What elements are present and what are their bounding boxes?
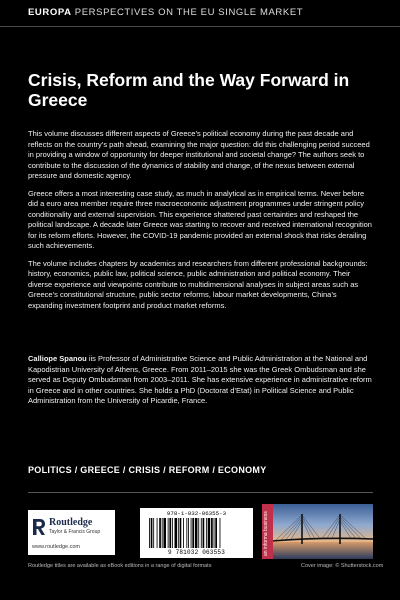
blurb-paragraph-3: The volume includes chapters by academics and researchers from different professional backgrounds: history, economics, public law, political science, public administration and political economy. Their diverse experience and viewpoints contribute to multidimensional analyses in subject areas such as Greece’s constitutional structure, public sector reforms, labour market developments, China’s expanding investment footprint and product market reforms. (28, 258, 368, 310)
publisher-group: Taylor & Francis Group (49, 529, 101, 535)
author-bio-text: iis Professor of Administrative Science and Public Administration at the National and Kapodistrian University of Athens, Greece. From 2011–2015 she was the Greek Ombudsman and she served as Deputy Ombudsman from 2003–2011. She has extensive experience in administrative reform in Greece and in other countries. She holds a PhD (Doctorat d’Etat) in Political Science and Public Administration from the University of Picardie, France. (28, 354, 372, 405)
barcode-bars (149, 518, 244, 548)
series-header (0, 0, 400, 27)
cover-image-credit: Cover image: © Shutterstock.com (301, 563, 384, 569)
book-title: Crisis, Reform and the Way Forward in Greece (28, 70, 350, 110)
blurb-paragraph-1: This volume discusses different aspects of Greece’s political economy during the past decade and reflects on the country’s path ahead, examining the major question: did this challenging period succeed in providing a window of opportunity for deeper institutional and societal change? The authors seek to contribute to the discussion of the dynamics of stability and change, of the nexus between external pressure and domestic agency. (28, 129, 370, 180)
ebook-note: Routledge titles are available as eBook editions in a range of digital formats (28, 563, 212, 569)
isbn-top-text: 978-1-032-06355-3 (166, 510, 227, 517)
blurb (28, 129, 373, 318)
subject-keywords: POLITICS / GREECE / CRISIS / REFORM / ECONOMY (28, 465, 267, 475)
publisher-name: Routledge (49, 517, 93, 528)
routledge-logo-icon (32, 518, 46, 536)
blurb-paragraph-2: Greece offers a most interesting case study, as much in analytical as in empirical terms. Never before did a euro area member require three macroeconomic adjustment programmes under stringent policy conditionality and external supervision. This experience shattered past certainties and reshaped the political landscape. A decade later Greece was starting to recover and received international recognition for its reform efforts. However, the COVID-19 pandemic provided an external shock that risks derailing such achievements. (28, 188, 372, 250)
author-bio (28, 354, 373, 407)
publisher-tagline: an informa business (263, 511, 269, 556)
series-brand: EUROPA (28, 7, 72, 18)
footer-divider (28, 492, 373, 493)
publisher-tagline-strip (262, 504, 273, 559)
series-name: PERSPECTIVES ON THE EU SINGLE MARKET (74, 7, 304, 18)
author-name: Calliope Spanou (28, 354, 87, 363)
bridge-photo-illustration (262, 504, 373, 559)
isbn-bottom-text: 9 781032 063553 (167, 549, 225, 556)
isbn-barcode (140, 508, 253, 558)
publisher-logo-box (28, 510, 115, 555)
publisher-url: www.routledge.com (32, 544, 80, 550)
cover-photo (262, 504, 373, 559)
series-title (28, 7, 303, 18)
